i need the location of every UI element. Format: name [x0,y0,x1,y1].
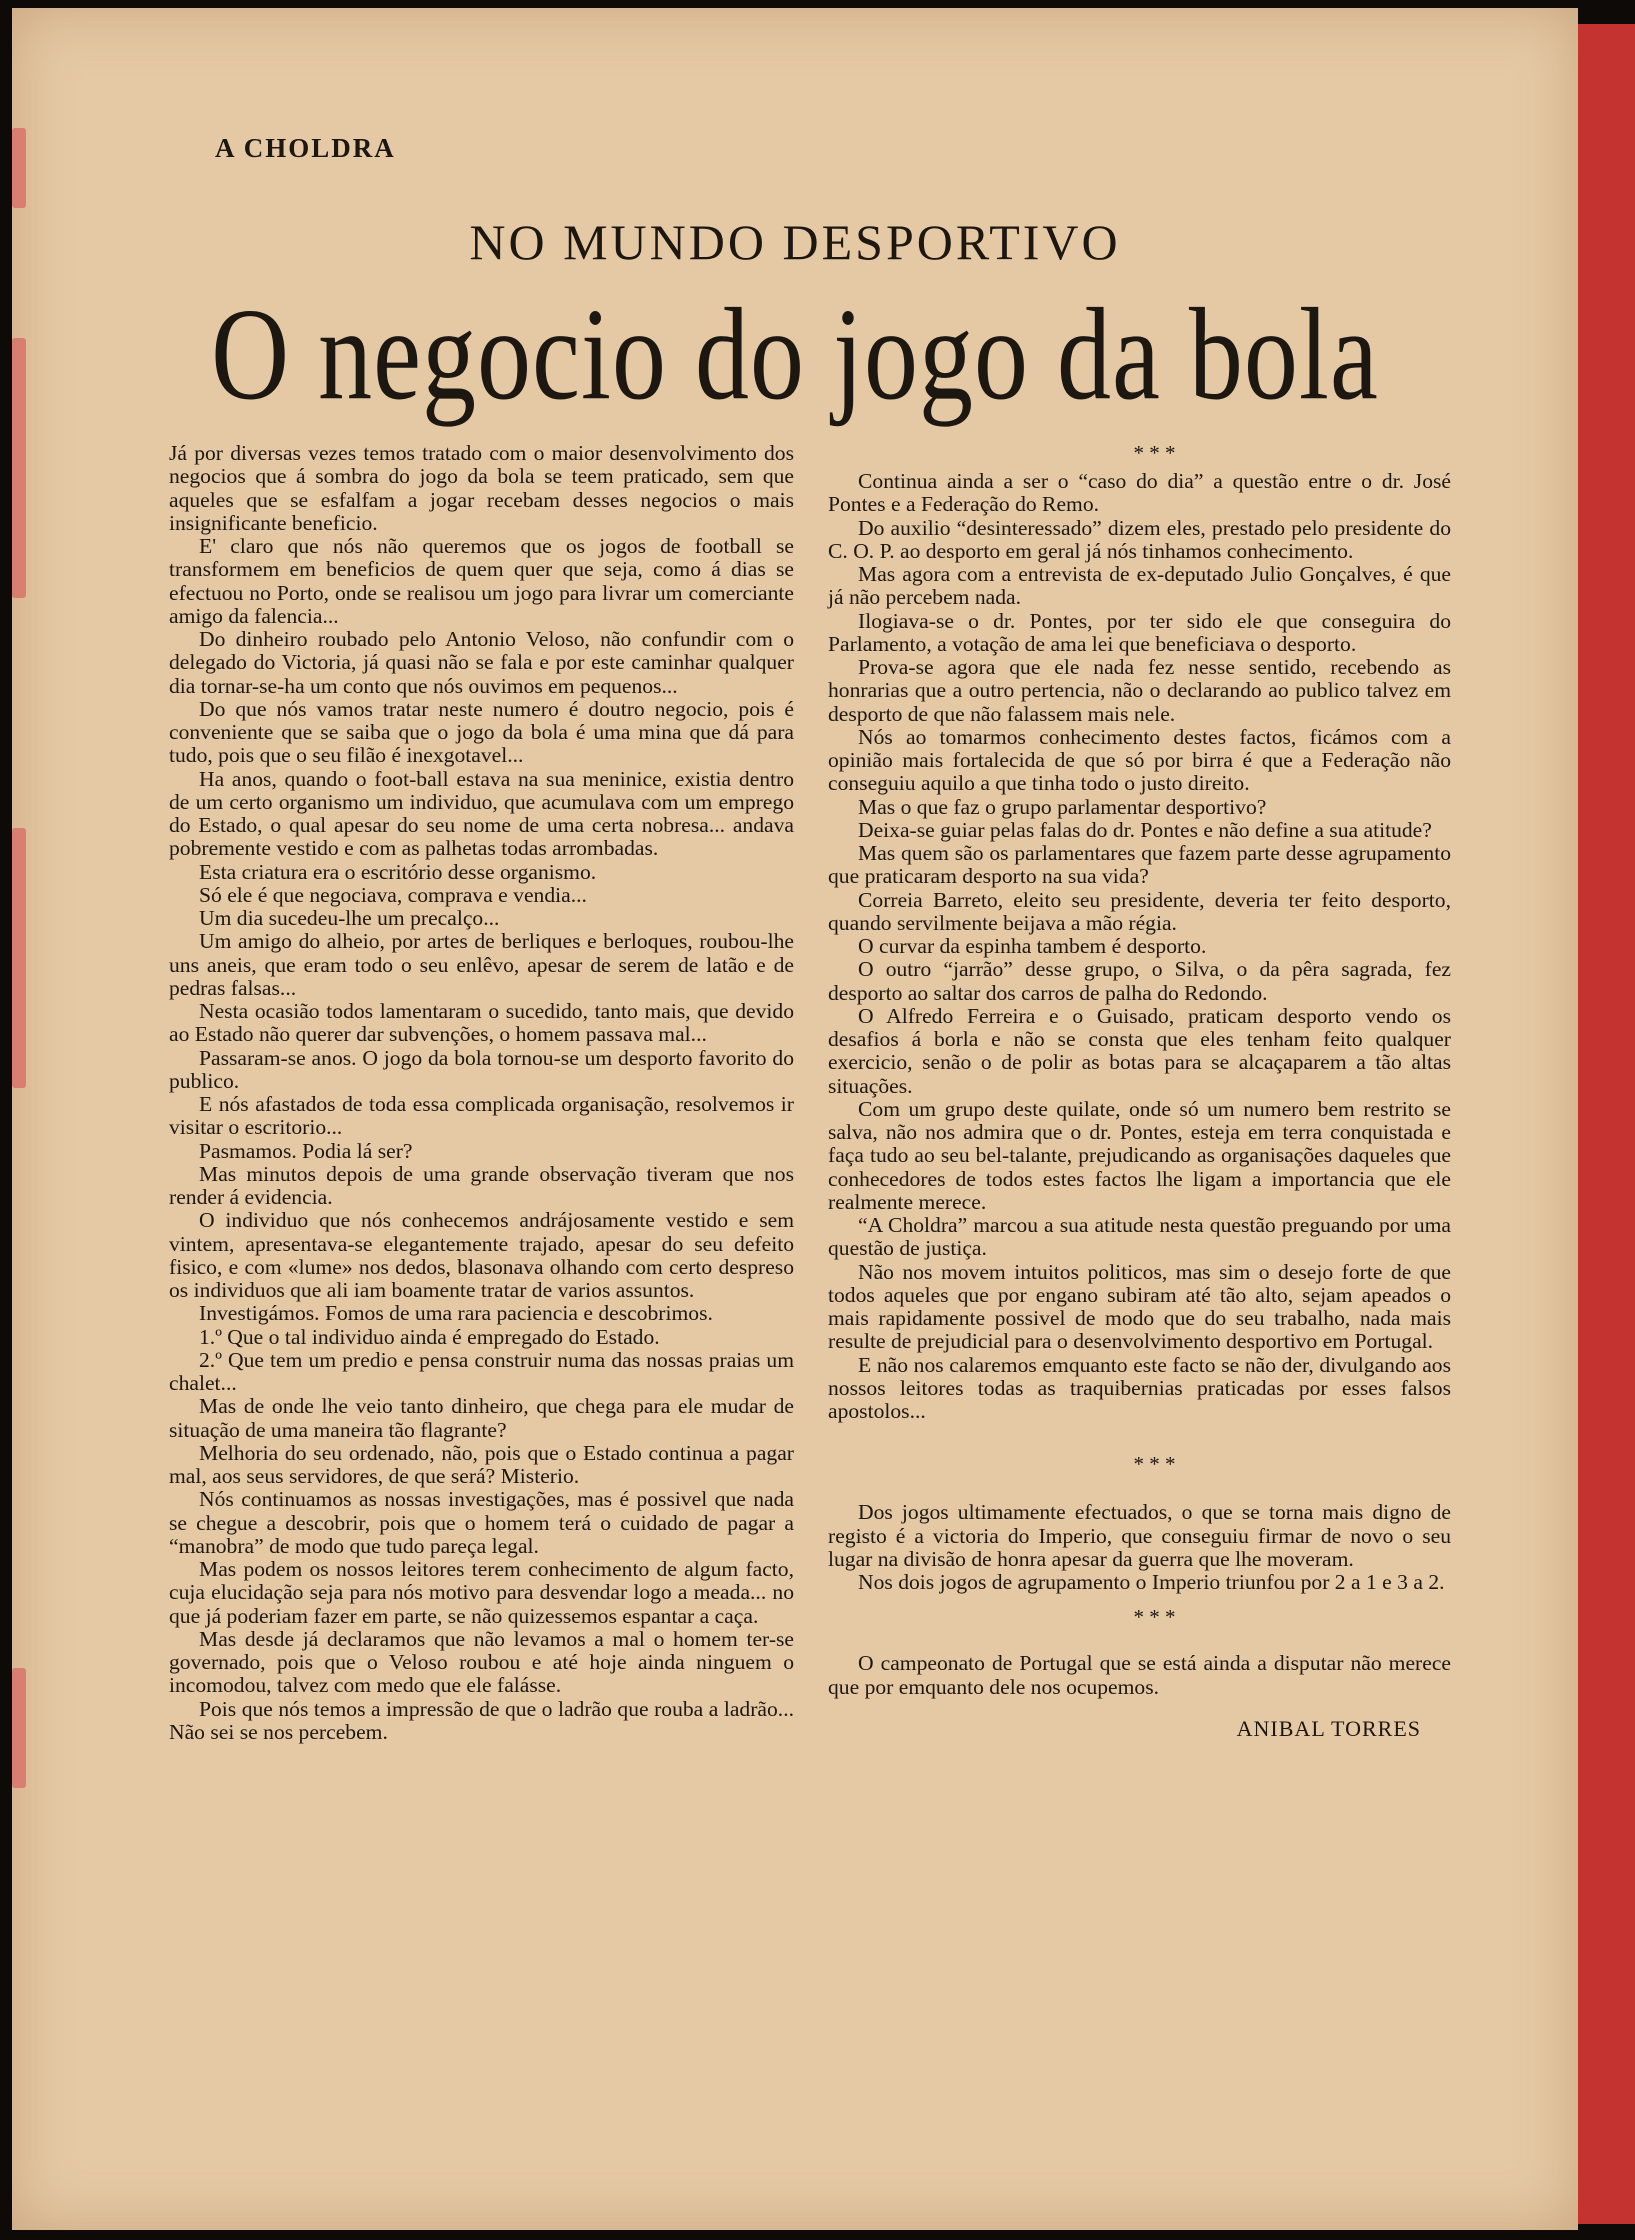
asterism-separator: * * * [1133,1605,1176,1630]
edge-stain [12,828,26,1088]
paragraph: E nós afastados de toda essa complicada organisação, resolvemos ir visitar o escritorio... [169,1092,794,1140]
paragraph: Um amigo do alheio, por artes de berliques e berloques, roubou-lhe uns aneis, que eram todo o seu enlêvo, apesar de serem de latão e de pedras falsas... [169,929,794,1000]
paragraph: Continua ainda a ser o “caso do dia” a questão entre o dr. José Pontes e a Federação do Remo. [828,469,1451,517]
author-signature: ANIBAL TORRES [1236,1715,1421,1741]
paragraph: Investigámos. Fomos de uma rara paciencia e descobrimos. [199,1301,713,1326]
left-column [169,442,794,1744]
paragraph: Prova-se agora que ele nada fez nesse sentido, recebendo as honrarias que a outro pertencia, não o declarando ao publico talvez em desporto de que não falassem mais nele. [828,655,1451,726]
paragraph: Pois que nós temos a impressão de que o ladrão que rouba a ladrão... Não sei se nos percebem. [169,1696,794,1744]
right-column [828,442,1451,1740]
paragraph: Deixa-se guiar pelas falas do dr. Pontes e não define a sua atitude? [858,817,1432,842]
paragraph: Esta criatura era o escritório desse organismo. [199,859,597,884]
headline: O negocio do jogo da bola [211,282,1379,428]
paragraph: “A Choldra” marcou a sua atitude nesta questão preguando por uma questão de justiça. [828,1213,1451,1261]
paragraph: Não nos movem intuitos politicos, mas sim o desejo forte de que todos aqueles que por engano subiram até tão alto, sejam apeados o mais rapidamente possivel de modo que do seu trabalho, nada mais resulte de prejudicial para o desenvolvimento desportivo em Portugal. [828,1259,1451,1354]
paragraph: Do auxilio “desinteressado” dizem eles, prestado pelo presidente do C. O. P. ao desporto em geral já nós tinhamos conhecimento. [828,515,1451,563]
paragraph: E' claro que nós não queremos que os jogos de football se transformem em beneficios de quem quer que seja, como á dias se efectuou no Porto, onde se realisou um jogo para livrar um comerciante amigo da falencia... [169,534,794,628]
paragraph: Melhoria do seu ordenado, não, pois que o Estado continua a pagar mal, aos seus servidores, de que será? Misterio. [169,1440,794,1488]
paragraph: 2.º Que tem um predio e pensa construir numa das nossas praias um chalet... [169,1347,794,1395]
paragraph: Do dinheiro roubado pelo Antonio Veloso, não confundir com o delegado do Victoria, já quasi não se fala e por este caminhar qualquer dia tornar-se-ha um conto que nós ouvimos em pequenos... [169,627,794,698]
paragraph: Nos dois jogos de agrupamento o Imperio triunfou por 2 a 1 e 3 a 2. [858,1570,1445,1594]
paragraph: Dos jogos ultimamente efectuados, o que se torna mais digno de registo é a victoria do Imperio, que conseguiu firmar de novo o seu lugar na divisão de honra apesar da guerra que lhe moveram. [828,1500,1451,1571]
asterism-separator: * * * [1133,1452,1176,1477]
edge-stain [12,1668,26,1788]
paragraph: O outro “jarrão” desse grupo, o Silva, o da pêra sagrada, fez desporto ao saltar dos carros de palha do Redondo. [828,957,1451,1005]
paragraph: 1.º Que o tal individuo ainda é empregado do Estado. [199,1324,660,1349]
paragraph: Mas podem os nossos leitores terem conhecimento de algum facto, cuja elucidação seja para nós motivo para desvendar logo a meada... no que já poderiam fazer em parte, se não quizessemos espantar a caça. [169,1557,794,1628]
paragraph: Do que nós vamos tratar neste numero é doutro negocio, pois é conveniente que se saiba que o jogo da bola é uma mina que dá para tudo, pois que o seu filão é inexgotavel... [169,696,794,768]
paragraph: O curvar da espinha tambem é desporto. [858,934,1207,958]
paragraph: O individuo que nós conhecemos andrájosamente vestido e sem vintem, apresentava-se elegantemente trajado, apesar do seu defeito fisico, e com «lume» nos dedos, blasonava olhando com certo despreso os individuos que ali iam boamente tratar de varios assuntos. [169,1208,794,1302]
paragraph: Ha anos, quando o foot-ball estava na sua meninice, existia dentro de um certo organismo um individuo, que acumulava com um emprego do Estado, o qual apesar do seu nome de uma certa nobresa... andava pobremente vestido e com as palhetas todas arrombadas. [169,766,794,861]
paragraph: Só ele é que negociava, comprava e vendia... [199,882,587,907]
paragraph: Nesta ocasião todos lamentaram o sucedido, tanto mais, que devido ao Estado não querer dar subvenções, o homem passava mal... [169,999,794,1047]
paragraph: Mas minutos depois de uma grande observação tiveram que nos render á evidencia. [169,1161,794,1209]
newspaper-page [12,8,1578,2230]
paragraph: E não nos calaremos emquanto este facto se não der, divulgando aos nossos leitores todas as traquibernias praticadas por esses falsos apostolos... [828,1352,1451,1423]
asterism-separator: * * * [1133,441,1176,465]
paragraph: O Alfredo Ferreira e o Guisado, praticam desporto vendo os desafios á borla e não se consta que eles tenham feito qualquer exercicio, senão o de polir as botas para se alcaçaparem a tão altas situações. [828,1003,1451,1098]
paragraph: Correia Barreto, eleito seu presidente, deveria ter feito desporto, quando servilmente beijava a mão régia. [828,887,1451,935]
paragraph: Mas o que faz o grupo parlamentar desportivo? [858,794,1267,819]
paragraph: Nós continuamos as nossas investigações, mas é possivel que nada se chegue a descobrir, pois que o homem terá o cuidado de pagar a “manobra” de modo que tudo pareça legal. [169,1487,794,1558]
paragraph: Com um grupo deste quilate, onde só um numero bem restrito se salva, não nos admira que o dr. Pontes, esteja em terra conquistada e faça tudo ao seu bel-talante, prejudicando as organisações daqueles que conhecedores de todos estes factos lhe ligam a importancia que ele realmente merece. [828,1096,1451,1214]
paragraph: Mas desde já declaramos que não levamos a mal o homem ter-se governado, pois que o Veloso roubou e até hoje ainda ninguem o incomodou, talvez com medo que ele falásse. [169,1626,794,1698]
edge-stain [12,128,26,208]
paragraph: Pasmamos. Podia lá ser? [199,1138,413,1163]
paragraph: Já por diversas vezes temos tratado com o maior desenvolvimento dos negocios que á sombra do jogo da bola se teem praticado, sem que aqueles que se esfalfam a jogar recebam desses negocios o mais insignificante beneficio. [169,441,794,535]
masthead: A CHOLDRA [215,133,396,163]
paragraph: Mas de onde lhe veio tanto dinheiro, que chega para ele mudar de situação de uma maneira tão flagrante? [169,1394,794,1442]
paragraph: Nós ao tomarmos conhecimento destes factos, ficámos com a opinião mais fortalecida de que só por birra é que a Federação não conseguiu aquilo a que tinha todo o justo direito. [828,724,1451,796]
paragraph: Passaram-se anos. O jogo da bola tornou-se um desporto favorito do publico. [169,1045,794,1093]
paragraph: Um dia sucedeu-lhe um precalço... [199,906,500,930]
red-back-cover [1576,24,1635,2224]
paragraph: Mas agora com a entrevista de ex-deputado Julio Gonçalves, é que já não percebem nada. [828,562,1451,610]
section-title: NO MUNDO DESPORTIVO [469,214,1121,270]
paragraph: Mas quem são os parlamentares que fazem parte desse agrupamento que praticaram desporto na sua vida? [828,841,1451,889]
paragraph: O campeonato de Portugal que se está ainda a disputar não merece que por emquanto dele nos ocupemos. [828,1651,1451,1699]
paragraph: Ilogiava-se o dr. Pontes, por ter sido ele que conseguira do Parlamento, a votação de ama lei que beneficiava o desporto. [828,608,1451,656]
